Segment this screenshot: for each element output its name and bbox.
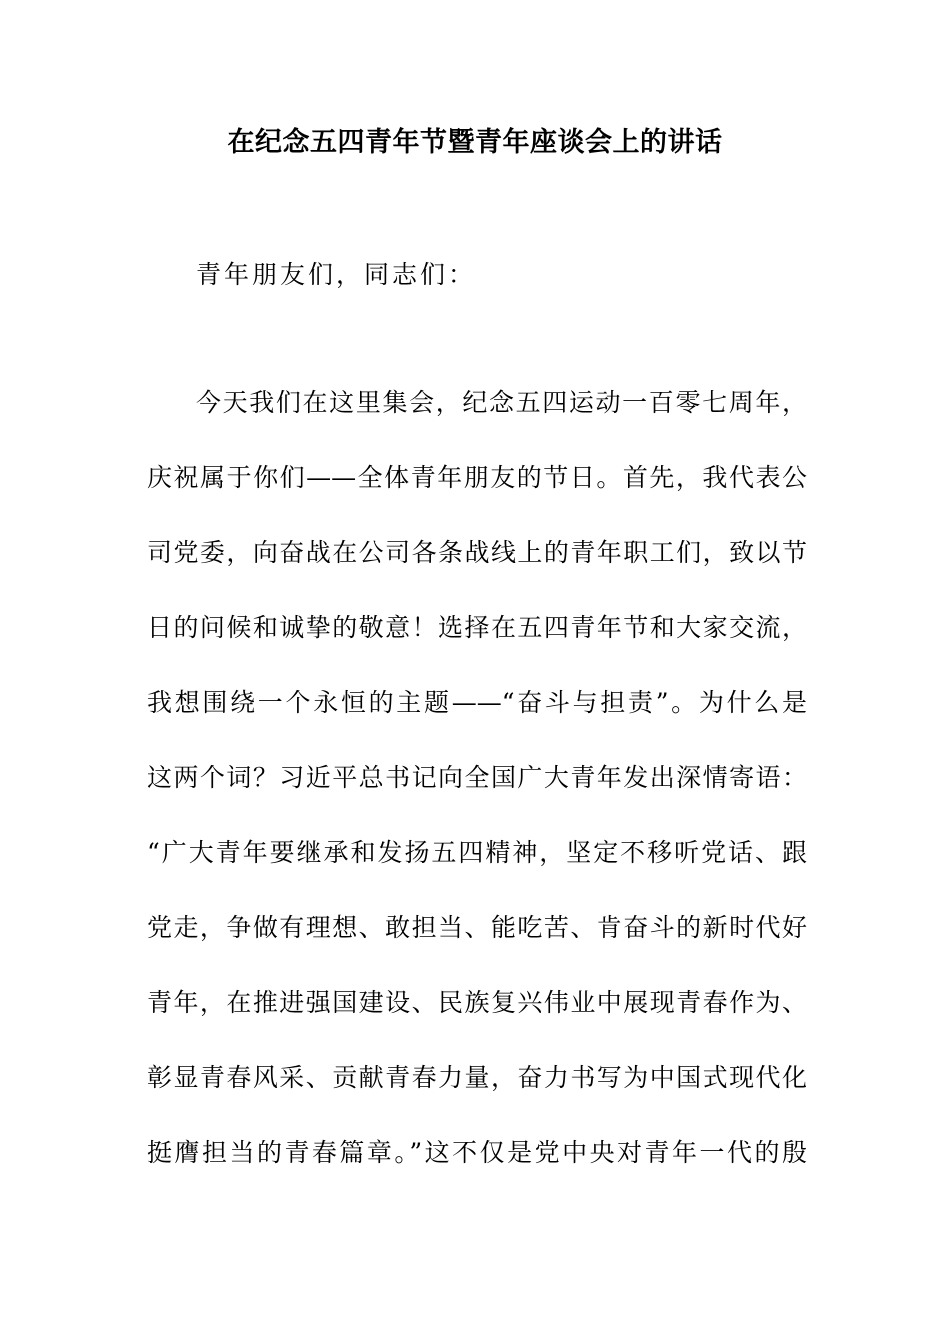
document-title: 在纪念五四青年节暨青年座谈会上的讲话	[227, 127, 723, 158]
paragraph-line-4: 日的问候和诚挚的敬意！选择在五四青年节和大家交流，	[147, 613, 807, 642]
paragraph-line-9: 青年，在推进强国建设、民族复兴伟业中展现青春作为、	[147, 988, 807, 1017]
paragraph-line-10: 彰显青春风采、贡献青春力量，奋力书写为中国式现代化	[147, 1063, 807, 1092]
paragraph-line-11: 挺膺担当的青春篇章。”这不仅是党中央对青年一代的殷	[147, 1138, 807, 1167]
paragraph-line-7: “广大青年要继承和发扬五四精神，坚定不移听党话、跟	[147, 838, 807, 867]
paragraph-line-5: 我想围绕一个永恒的主题——“奋斗与担责”。为什么是	[147, 688, 807, 717]
paragraph-line-1: 今天我们在这里集会，纪念五四运动一百零七周年，	[196, 388, 807, 417]
paragraph-line-3: 司党委，向奋战在公司各条战线上的青年职工们，致以节	[147, 538, 807, 567]
paragraph-line-6: 这两个词？习近平总书记向全国广大青年发出深情寄语：	[147, 763, 807, 792]
greeting-line: 青年朋友们，同志们：	[196, 260, 477, 289]
paragraph-line-2: 庆祝属于你们——全体青年朋友的节日。首先，我代表公	[147, 463, 807, 492]
paragraph-line-8: 党走，争做有理想、敢担当、能吃苦、肯奋斗的新时代好	[147, 913, 807, 942]
